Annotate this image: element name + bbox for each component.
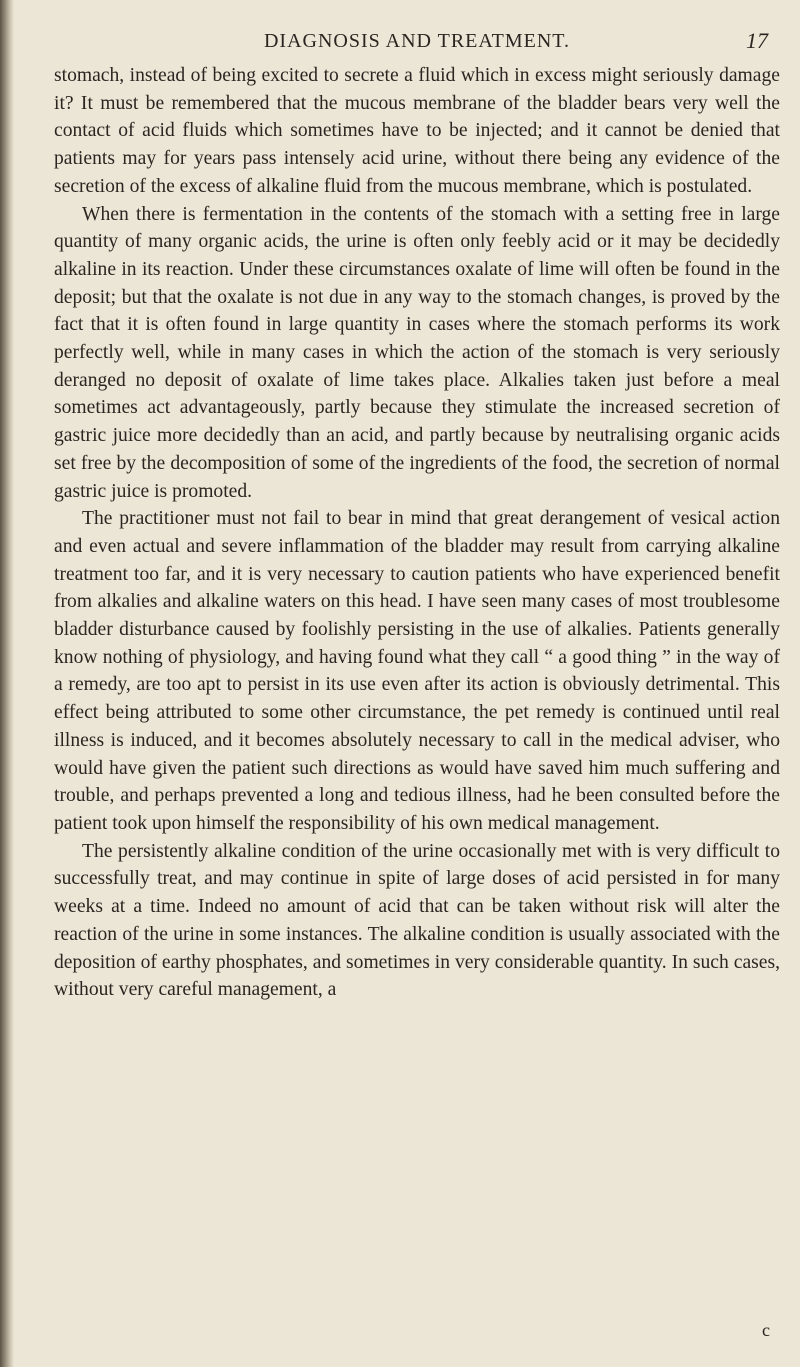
body-text bbox=[54, 62, 780, 1004]
book-gutter-shadow bbox=[0, 0, 14, 1367]
book-page bbox=[54, 28, 780, 1004]
page-header bbox=[54, 28, 780, 62]
paragraph-1: stomach, instead of being excited to secrete a fluid which in excess might seriously damage it? It must be remembered that the mucous membrane of the bladder bears very well the contact of acid fluids which sometimes have to be injected; and it cannot be denied that patients may for years pass intensely acid urine, without there being any evidence of the secretion of the excess of alkaline fluid from the mucous membrane, which is postulated. bbox=[54, 65, 780, 197]
running-head: DIAGNOSIS AND TREATMENT. bbox=[263, 30, 571, 52]
paragraph-4: The persistently alkaline condition of the urine occasionally met with is very difficult to successfully treat, and may continue in spite of large doses of acid persisted in for many weeks at a time. Indeed no amount of acid that can be taken without risk will alter the reaction of the urine in some instances. The alkaline condition is usually associated with the deposition of earthy phosphates, and sometimes in very considerable quantity. In such cases, without very careful management, a bbox=[54, 840, 780, 1001]
paragraph-2: When there is fermentation in the contents of the stomach with a setting free in large quantity of many organic acids, the urine is often only feebly acid or it may be decidedly alkaline in its reaction. Under these circumstances oxalate of lime will often be found in the deposit; but that the oxalate is not due in any way to the stomach changes, is proved by the fact that it is often found in large quantity in cases where the stomach performs its work perfectly well, while in many cases in which the action of the stomach is very seriously deranged no deposit of oxalate of lime takes place. Alkalies taken just before a meal sometimes act advantageously, partly because they stimulate the increased secretion of gastric juice more decidedly than an acid, and partly because by neutralising organic acids set free by the decomposition of some of the ingredients of the food, the secretion of normal gastric juice is promoted. bbox=[54, 203, 780, 502]
page-number: 17 bbox=[746, 28, 768, 53]
signature-mark: c bbox=[762, 1320, 770, 1340]
paragraph-3: The practitioner must not fail to bear in mind that great derangement of vesical action and even actual and severe inflammation of the bladder may result from carrying alkaline treatment too far, and it is very necessary to caution patients who have experienced benefit from alkalies and alkaline waters on this head. I have seen many cases of most troublesome bladder disturbance caused by foolishly persisting in the use of alkalies. Patients generally know nothing of physiology, and having found what they call “ a good thing ” in the way of a remedy, are too apt to persist in its use even after its action is obviously detrimental. This effect being attributed to some other circumstance, the pet remedy is continued until real illness is induced, and it becomes absolutely necessary to call in the medical adviser, who would have given the patient such directions as would have saved him much suffering and trouble, and perhaps prevented a long and tedious illness, had he been consulted before the patient took upon himself the responsibility of his own medical management. bbox=[54, 508, 780, 834]
